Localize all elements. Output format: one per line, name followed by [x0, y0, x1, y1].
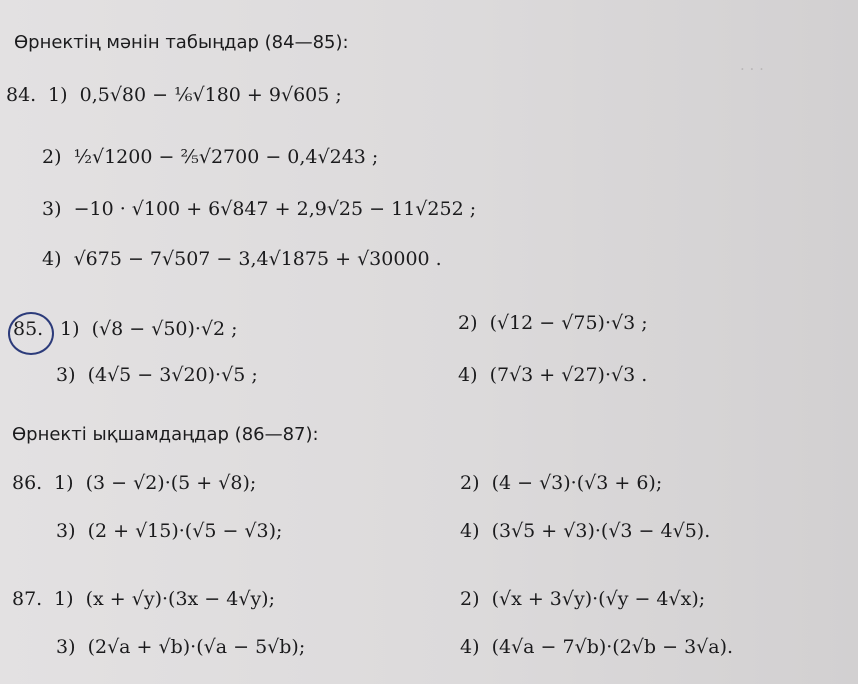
problem-87-item-1 — [12, 588, 275, 610]
problem-number: 84. — [6, 84, 37, 106]
item-label: 1) — [54, 588, 74, 610]
expression: (x + √y)·(3x − 4√y); — [85, 588, 275, 610]
problem-86-item-1 — [12, 472, 256, 494]
problem-87-item-4 — [460, 636, 733, 658]
expression: (3 − √2)·(5 + √8); — [85, 472, 257, 494]
item-label: 4) — [460, 636, 480, 658]
problem-85-item-4 — [458, 364, 647, 386]
problem-85-item-3 — [56, 364, 258, 386]
problem-84-item-3 — [42, 198, 476, 220]
expression: (3√5 + √3)·(√3 − 4√5). — [491, 520, 711, 542]
item-label: 1) — [54, 472, 74, 494]
problem-86-item-2 — [460, 472, 662, 494]
expression: (√x + 3√y)·(√y − 4√x); — [491, 588, 706, 610]
section2-heading: Өрнекті ықшамдаңдар (86—87): — [12, 424, 319, 445]
item-label: 2) — [460, 472, 480, 494]
item-label: 3) — [42, 198, 62, 220]
item-label: 4) — [42, 248, 62, 270]
problem-86-item-4 — [460, 520, 710, 542]
expression: (4√a − 7√b)·(2√b − 3√a). — [491, 636, 734, 658]
problem-86-item-3 — [56, 520, 282, 542]
expression: ½√1200 − ²⁄₅√2700 − 0,4√243 ; — [73, 146, 379, 168]
item-label: 2) — [460, 588, 480, 610]
problem-number: 87. — [12, 588, 43, 610]
problem-84-item-2 — [42, 146, 378, 168]
bleed-through-text: · · · — [740, 60, 764, 78]
item-label: 2) — [42, 146, 62, 168]
item-label: 4) — [460, 520, 480, 542]
item-label: 2) — [458, 312, 478, 334]
problem-85-item-2 — [458, 312, 648, 334]
problem-87-item-3 — [56, 636, 305, 658]
expression: 0,5√80 − ¹⁄₆√180 + 9√605 ; — [79, 84, 342, 106]
item-label: 4) — [458, 364, 478, 386]
expression: (√12 − √75)·√3 ; — [489, 312, 648, 334]
section1-heading: Өрнектің мәнін табыңдар (84—85): — [14, 32, 349, 53]
problem-87-item-2 — [460, 588, 705, 610]
item-label: 1) — [60, 318, 80, 340]
problem-number-circled: 85. — [8, 312, 54, 355]
expression: (√8 − √50)·√2 ; — [91, 318, 238, 340]
problem-number: 86. — [12, 472, 43, 494]
expression: (2√a + √b)·(√a − 5√b); — [87, 636, 306, 658]
problem-84-item-1 — [6, 84, 342, 106]
expression: −10 · √100 + 6√847 + 2,9√25 − 11√252 ; — [73, 198, 477, 220]
expression: √675 − 7√507 − 3,4√1875 + √30000 . — [73, 248, 442, 270]
problem-85-item-1 — [14, 312, 238, 355]
item-label: 3) — [56, 520, 76, 542]
expression: (7√3 + √27)·√3 . — [489, 364, 648, 386]
item-label: 3) — [56, 364, 76, 386]
item-label: 3) — [56, 636, 76, 658]
expression: (4 − √3)·(√3 + 6); — [491, 472, 663, 494]
expression: (2 + √15)·(√5 − √3); — [87, 520, 283, 542]
problem-84-item-4 — [42, 248, 442, 270]
item-label: 1) — [48, 84, 68, 106]
expression: (4√5 − 3√20)·√5 ; — [87, 364, 258, 386]
